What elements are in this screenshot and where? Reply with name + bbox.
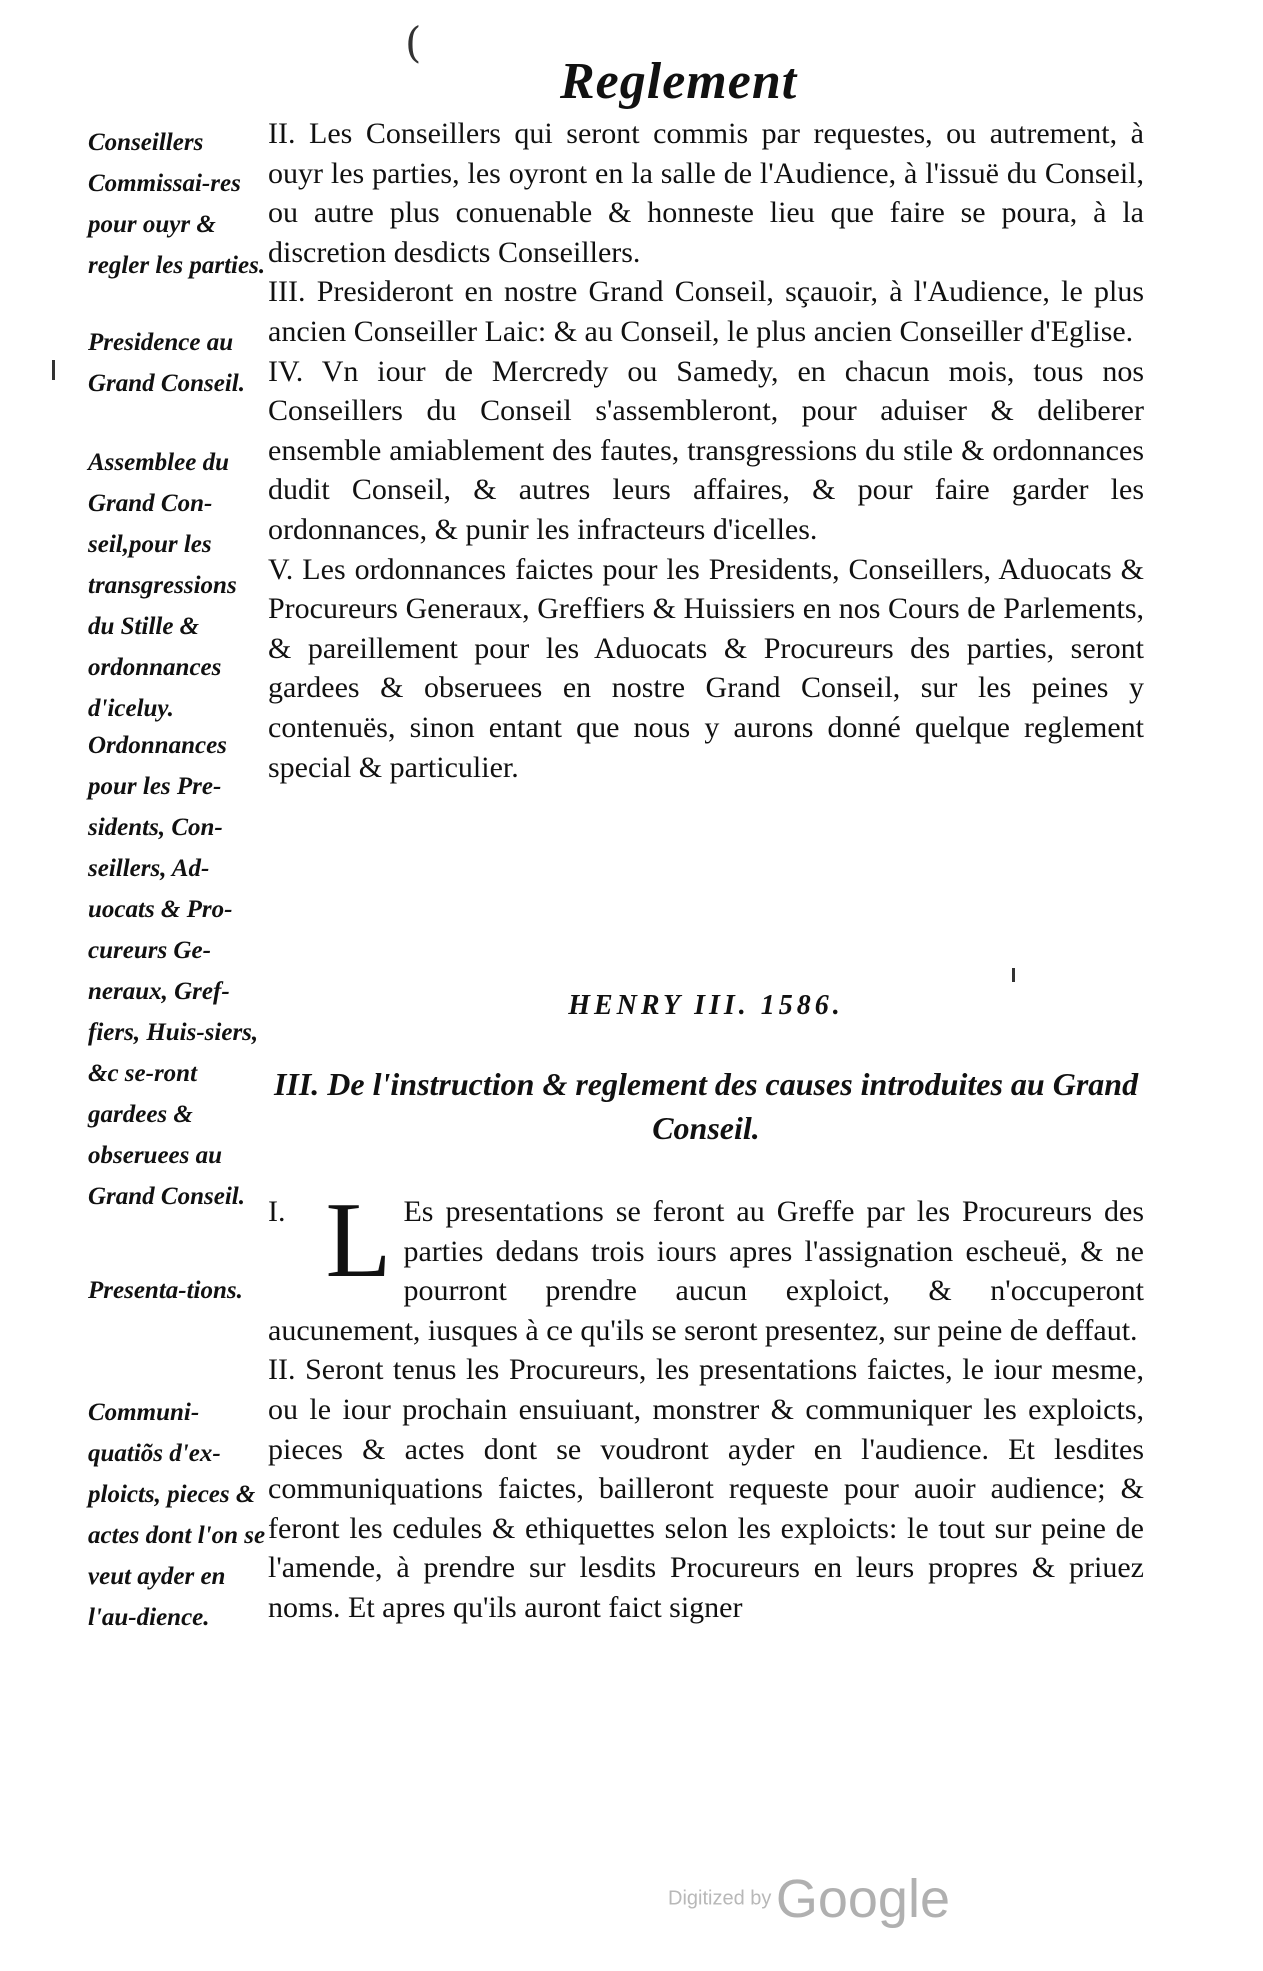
- article-text: Les ordonnances faictes pour les Presidents, Conseillers, Aduocats & Procureurs Generaux, Greffiers & Huissiers en nos Cours de Parlements, & pareillement pour les Aduocats & Procureurs des parties, seront gardees & obseruees en nostre Grand Conseil, sur les peines y contenuës, sinon entant que nous y aurons donné quelque reglement special & particulier.: [268, 552, 1144, 784]
- article-text: Seront tenus les Procureurs, les presentations faictes, le iour mesme, ou le iour prochain ensuiuant, monstrer & communiquer les exploicts, pieces & actes dont se voudront ayder en l'audience. Et lesdites communiquations faictes, bailleront requeste pour auoir audience; & feront les cedules & ethiquettes selon les exploicts: le tout sur peine de l'amende, à prendre sur lesdits Procureurs en leurs propres & priuez noms. Et apres qu'ils auront faict signer: [268, 1353, 1144, 1624]
- article-text: Les Conseillers qui seront commis par requestes, ou autrement, à ouyr les parties, les oyront en la salle de l'Audience, à l'issuë du Conseil, ou autre plus conuenable & honneste lieu que faire se poura, à la discretion desdicts Conseillers.: [268, 117, 1144, 269]
- article: [268, 114, 1144, 272]
- running-head: Reglement: [560, 53, 798, 110]
- article: [268, 1181, 1144, 1350]
- section-title: III. De l'instruction & reglement des causes introduites au Grand Conseil.: [273, 1066, 1139, 1146]
- reign-heading: HENRY III. 1586.: [568, 990, 844, 1021]
- article-text: Vn iour de Mercredy ou Samedy, en chacun mois, tous nos Conseillers du Conseil s'assembleront, pour aduiser & deliberer ensemble amiablement des fautes, transgressions du stile & ordonnances dudit Conseil, & autres leurs affaires, & pour faire garder les ordonnances, & punir les infracteurs d'icelles.: [268, 354, 1144, 546]
- scan-mark: [1012, 968, 1015, 982]
- margin-note: Presidence au Grand Conseil.: [88, 329, 245, 397]
- margin-note: Communi-quatiõs d'ex-ploicts, pieces & actes dont l'on se veut ayder en l'au-dience.: [88, 1399, 266, 1631]
- scan-mark: [52, 360, 55, 380]
- margin-note: Presenta-tions.: [88, 1277, 243, 1304]
- article-text: Presideront en nostre Grand Conseil, sçauoir, à l'Audience, le plus ancien Conseiller Laic: & au Conseil, le plus ancien Conseiller d'Eglise.: [268, 275, 1144, 348]
- section-2-body: [268, 1181, 1144, 1628]
- article: [268, 272, 1144, 351]
- watermark-prefix: Digitized by: [668, 1887, 772, 1910]
- article: [268, 352, 1144, 550]
- margin-note: Assemblee du Grand Con-seil,pour les transgressions du Stille & ordonnances d'iceluy.: [88, 449, 237, 722]
- article: [268, 550, 1144, 788]
- google-logo: Google: [775, 1869, 950, 1929]
- article-number: III.: [268, 275, 306, 309]
- drop-cap: L: [325, 1181, 392, 1300]
- margin-note: Ordonnances pour les Pre-sidents, Con-seillers, Ad-uocats & Pro-cureurs Ge-neraux, Gref-fiers, Huis-siers, &c se-ront gardees & obseruees au Grand Conseil.: [88, 732, 259, 1210]
- article-text: Es presentations se feront au Greffe par les Procureurs des parties dedans trois iours apres l'assignation escheuë, & ne pourront prendre aucun exploict, & n'occuperont aucunement, iusques à ce qu'ils se seront presentez, sur peine de deffaut.: [268, 1195, 1144, 1347]
- top-mark: (: [405, 18, 422, 67]
- article-number: V.: [268, 552, 294, 586]
- digitized-watermark: [668, 1868, 1008, 1930]
- article: [268, 1350, 1144, 1627]
- section-1-body: [268, 114, 1144, 787]
- article-number: IV.: [268, 354, 304, 388]
- article-number: I.: [268, 1195, 286, 1228]
- article-number: II.: [268, 117, 296, 150]
- margin-note: Conseillers Commissai-res pour ouyr & regler les parties.: [88, 129, 266, 279]
- article-number: II.: [268, 1353, 296, 1387]
